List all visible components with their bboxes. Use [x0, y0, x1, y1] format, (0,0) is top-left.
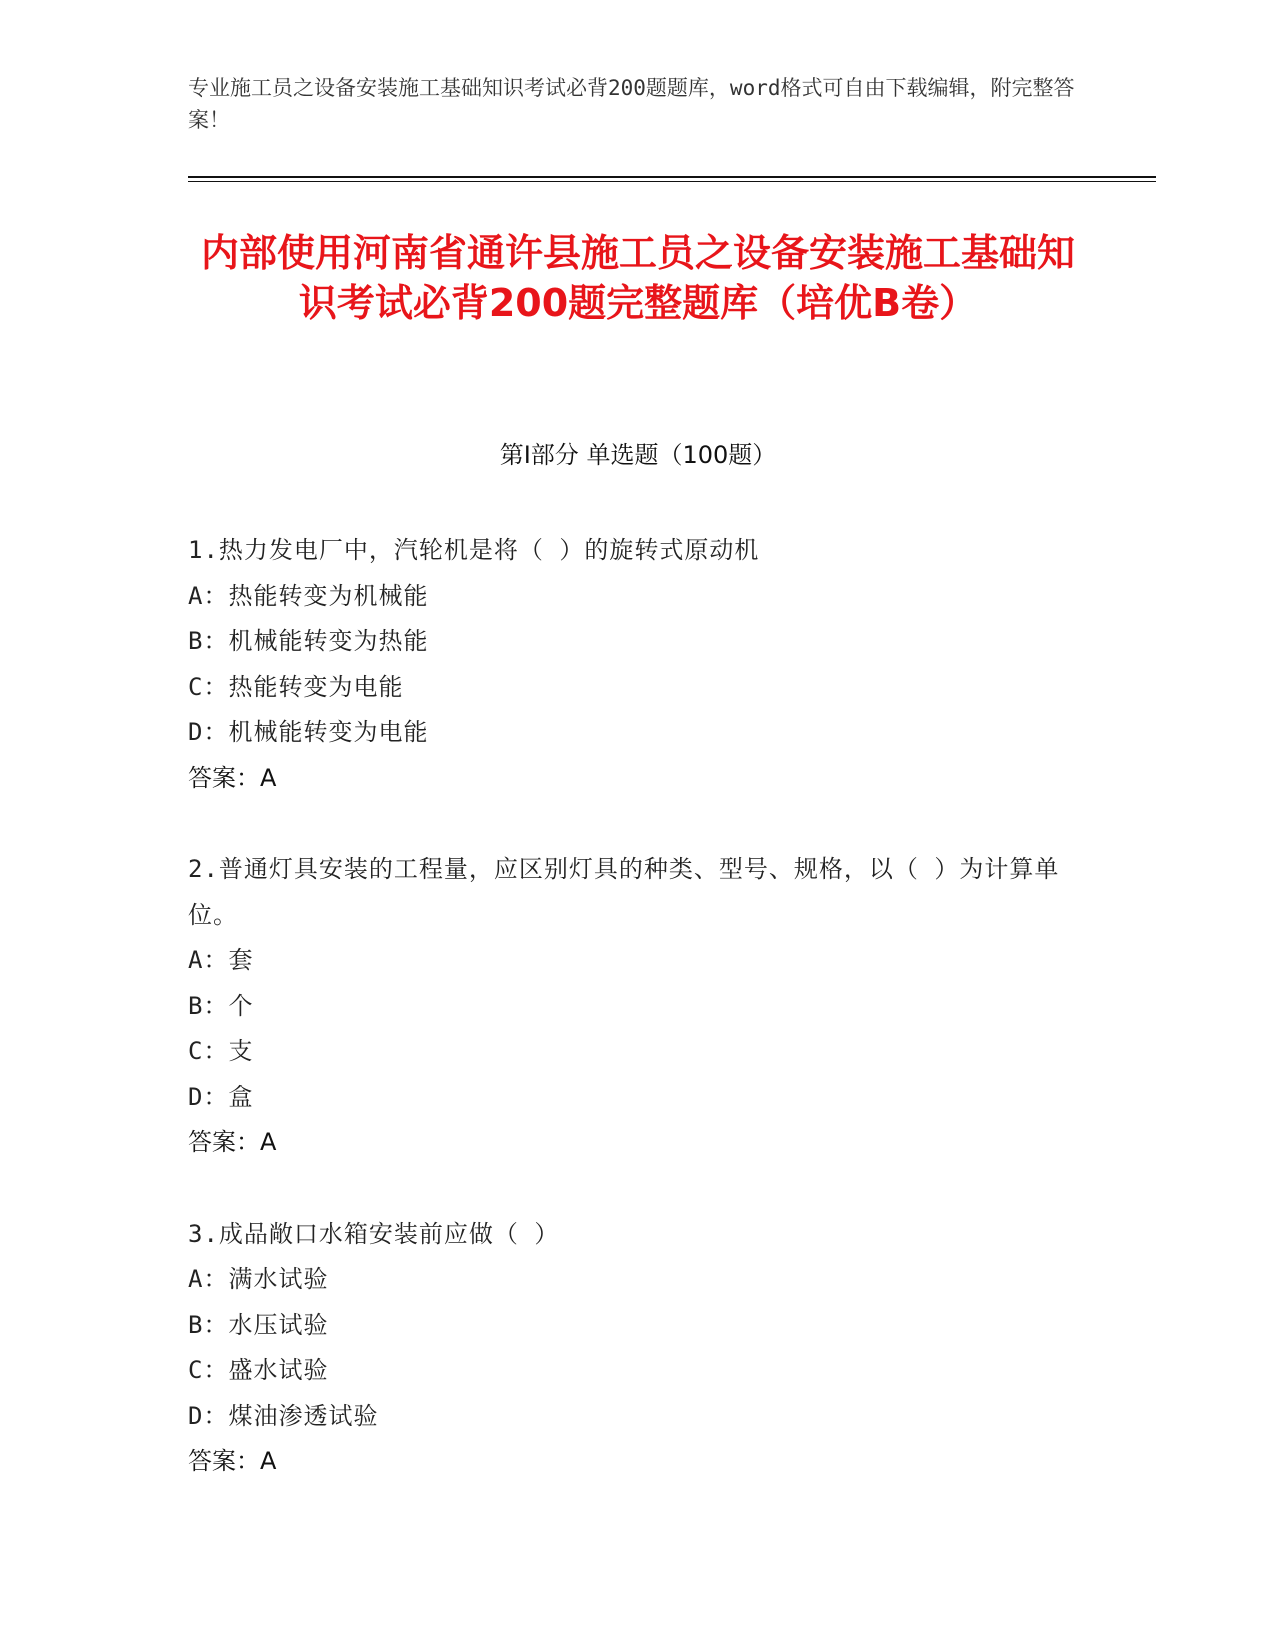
- option-c: C：盛水试验: [188, 1356, 329, 1384]
- option-b: B：个: [188, 991, 254, 1020]
- option-d: D：煤油渗透试验: [188, 1401, 379, 1430]
- option-d: D：盒: [188, 1082, 254, 1111]
- question-2: [188, 847, 1088, 1166]
- question-stem: 1.热力发电厂中，汽轮机是将（ ）的旋转式原动机: [188, 536, 760, 564]
- header-note: 专业施工员之设备安装施工基础知识考试必背200题题库，word格式可自由下载编辑，附完整答案！: [188, 76, 1075, 132]
- answer: 答案：A: [188, 1447, 277, 1475]
- header-rule-thick: [188, 176, 1156, 178]
- option-c: C：支: [188, 1037, 254, 1065]
- question-list: [188, 528, 1088, 1531]
- question-stem: 2.普通灯具安装的工程量，应区别灯具的种类、型号、规格，以（ ）为计算单位。: [188, 855, 1060, 929]
- option-a: A：热能转变为机械能: [188, 581, 429, 610]
- option-a: A：满水试验: [188, 1265, 329, 1293]
- question-1: [188, 528, 1088, 801]
- section-title: 第Ⅰ部分 单选题（100题）: [499, 441, 777, 469]
- option-c: C：热能转变为电能: [188, 672, 404, 701]
- header-rule-thin: [188, 181, 1156, 182]
- question-stem: 3.成品敞口水箱安装前应做（ ）: [188, 1219, 560, 1248]
- answer: 答案：A: [188, 1128, 277, 1156]
- option-a: A：套: [188, 946, 254, 974]
- answer: 答案：A: [188, 763, 277, 792]
- option-b: B：机械能转变为热能: [188, 627, 429, 655]
- option-b: B：水压试验: [188, 1310, 329, 1339]
- document-title: 内部使用河南省通许县施工员之设备安装施工基础知识考试必背200题完整题库（培优B卷）: [200, 231, 1075, 325]
- question-3: [188, 1212, 1088, 1485]
- option-d: D：机械能转变为电能: [188, 718, 429, 746]
